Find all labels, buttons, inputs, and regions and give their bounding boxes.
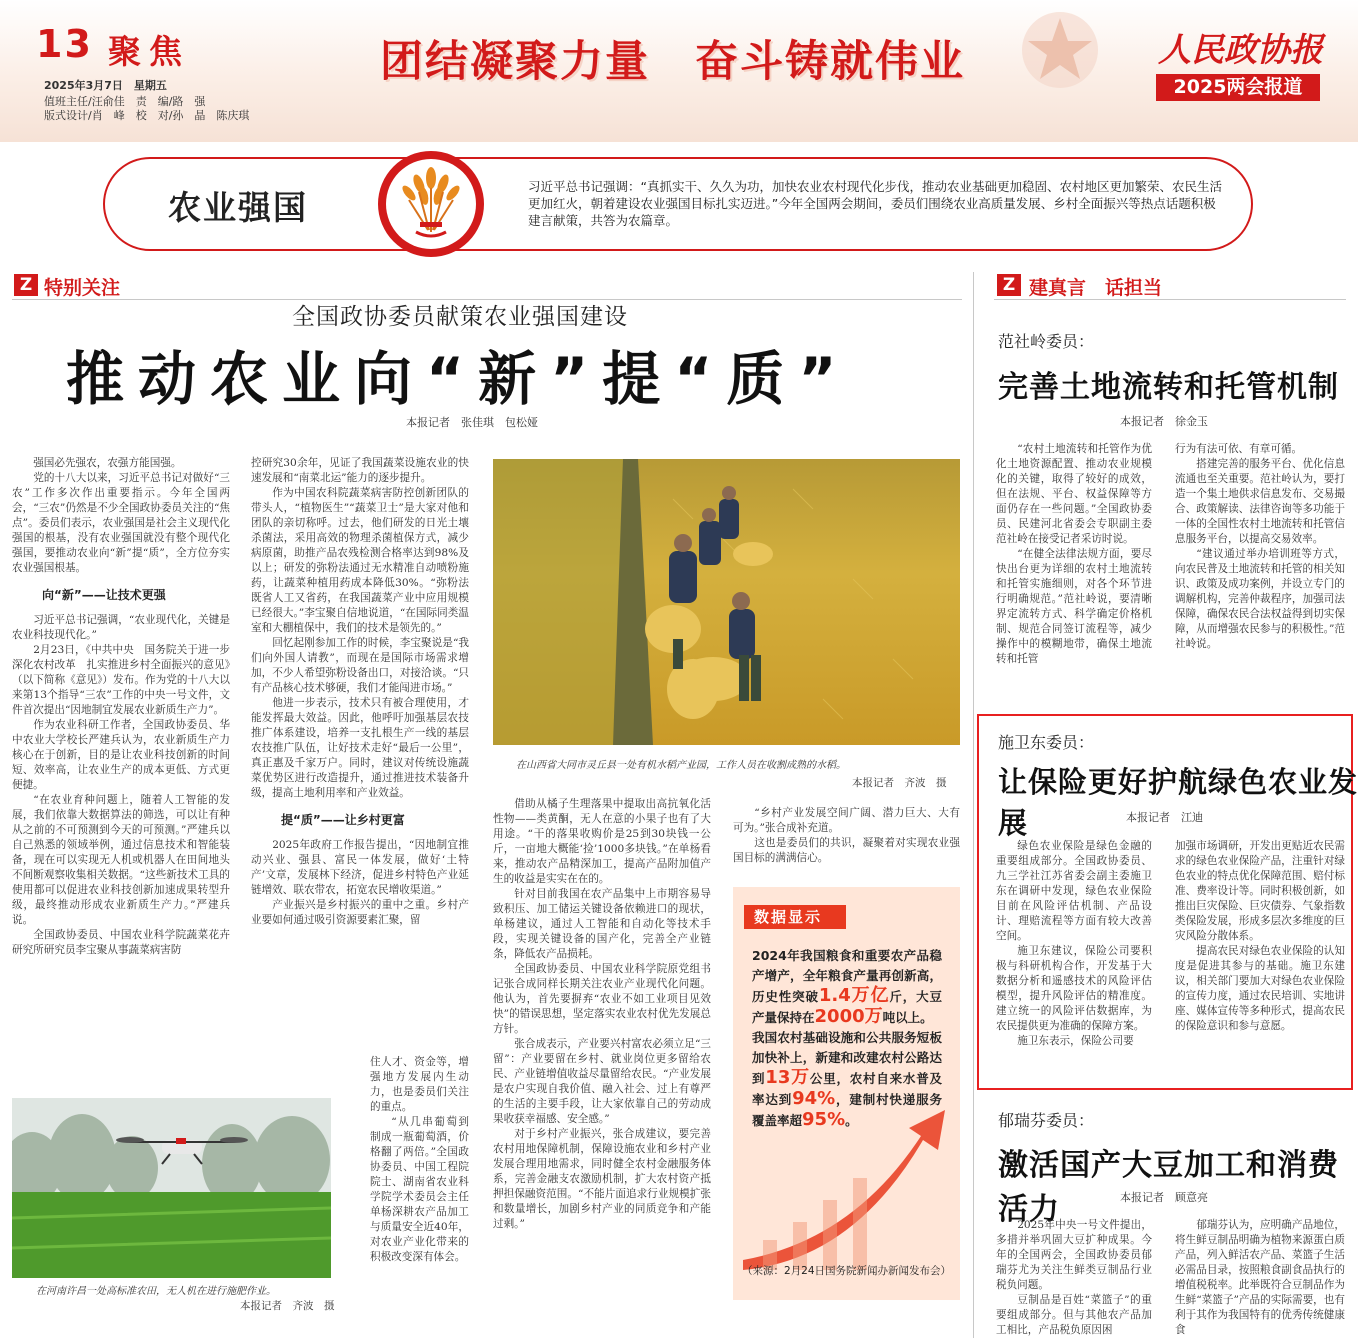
paragraph: 这也是委员们的共识，凝聚着对实现农业强国目标的满满信心。	[733, 837, 960, 864]
paragraph: 全国政协委员、中国农业科学院原党组书记张合成同样长期关注农业产业现代化问题。他认为，首先要摒弃“农业不如工业项目见效快”的错误思想，坚定落实农业农村优先发展总方针。	[493, 963, 711, 1035]
paragraph: 控研究30余年，见证了我国蔬菜设施农业的快速发展和“南菜北运”能力的逐步提升。	[251, 457, 469, 484]
photo-credit: 本报记者 齐波 摄	[852, 777, 947, 789]
paragraph: 提高农民对绿色农业保险的认知度是促进其参与的基础。施卫东建议，相关部门要加大对绿色农业保险的宣传力度，通过农民培训、实地讲座、媒体宣传等多种形式，提高农民的保险意识和参与意愿。	[1175, 945, 1345, 1032]
page-section-title: 聚焦	[108, 32, 190, 71]
paragraph: 加强市场调研，开发出更贴近农民需求的绿色农业保险产品，注重针对绿色农业的特点优化保障范围、赔付标准、费率设计等。同时积极创新，如推出巨灾保险、巨灾债券、气象指数类保险发展，形成多层次多维度的巨灾风险分散体系。	[1175, 840, 1345, 942]
paragraph: 2025年政府工作报告提出，“因地制宜推动兴业、强县、富民一体发展，做好‘土特产’文章，发展林下经济，促进乡村特色产业延链增效、联农带农，拓宽农民增收渠道。”	[251, 839, 469, 896]
article-column	[1175, 442, 1345, 652]
article-headline: 让保险更好护航绿色农业发展	[998, 765, 1358, 840]
article-column	[996, 839, 1152, 1049]
paragraph: 郁瑞芬认为，应明确产品地位，将生鲜豆制品明确为植物来源蛋白质产品，列入鲜活农产品、菜篮子生活必需品目录，按照粮食副食品执行的增值税税率。此举既符合豆制品作为生鲜“菜篮子”产品的实际需要，也有利于其作为我国特有的优秀传统健康食	[1175, 1219, 1345, 1336]
data-source: （来源：2月24日国务院新闻办新闻发布会）	[742, 1265, 952, 1277]
section-label: 特别关注	[44, 277, 121, 299]
photo-caption: 在山西省大同市灵丘县一处有机水稻产业园，工作人员在收割成熟的水稻。	[516, 760, 846, 771]
paragraph: “从几串葡萄到制成一瓶葡萄酒，价格翻了两倍。”全国政协委员、中国工程院院士、湖南省农业科学院学术委员会主任单杨深耕农产品加工与质量安全近40年，对农业产业化带来的积极改变深有体会。	[370, 1116, 469, 1263]
paragraph: 习近平总书记强调，“农业现代化，关键是农业科技现代化。”	[12, 614, 230, 641]
paragraph: “建议通过举办培训班等方式，向农民普及土地流转和托管的相关知识、政策及成功案例，并设立专门的调解机构，完善仲裁程序，加强司法保障，确保农民合法权益得到切实保障，从而增强农民参与的积极性。”范社岭说。	[1175, 548, 1345, 650]
paragraph: 行为有法可依、有章可循。	[1175, 443, 1303, 455]
paragraph: 2月23日，《中共中央 国务院关于进一步深化农村改革 扎实推进乡村全面振兴的意见》（以下简称《意见》）发布。作为党的十八大以来第13个指导“三农”工作的中央一号文件，文件首次提出“因地制宜发展农业新质生产力”。	[12, 644, 230, 716]
data-text: 公里，农村自来水普及率达到	[752, 1071, 942, 1107]
rice-harvest-photo	[493, 459, 960, 745]
section-label: 建真言 话担当	[1029, 277, 1163, 299]
kicker-title: 全国政协委员献策农业强国建设	[292, 304, 628, 330]
article-column	[1175, 1218, 1345, 1338]
z-mark: Z	[997, 274, 1021, 296]
paragraph: “乡村产业发展空间广阔、潜力巨大、大有可为。”张合成补充道。	[733, 807, 960, 834]
data-text: 2024年我国粮食和重要农产品稳产增产，全年粮食产量再创新高，历史性突破	[752, 948, 942, 1004]
divider	[994, 299, 1346, 300]
paragraph: 产业振兴是乡村振兴的重中之重。乡村产业要如何通过吸引资源要素汇聚，留	[251, 899, 469, 926]
paragraph: 借助从橘子生理落果中提取出高抗氧化活性物——类黄酮，无人在意的小果子也有了大用途。“干的落果收购价是25到30块钱一公斤，一亩地大概能‘捡’1000多块钱。”在单杨看来，推动农产品精深加工，提高产品附加值产生的收益是实实在在的。	[493, 798, 711, 885]
star-icon	[1020, 10, 1100, 90]
data-figure: 95%	[802, 1109, 846, 1130]
data-text: 我国农村基础设施和公共服务短板加快补上，新建和改建农村公路达到	[752, 1030, 942, 1086]
photo-credit: 本报记者 齐波 摄	[240, 1300, 335, 1312]
paragraph: 2025年中央一号文件提出，多措并举巩固大豆扩种成果。今年的全国两会，全国政协委员郁瑞芬尤为关注生鲜类豆制品行业税负问题。	[996, 1219, 1152, 1291]
paragraph: 党的十八大以来，习近平总书记对做好“三农”工作多次作出重要指示。今年全国两会，“三农”仍然是不少全国政协委员关注的“焦点”。委员们表示，农业强国是社会主义现代化强国的根基，没有农业强国就没有整个现代化强国，要推动农业向“新”提“质”，全方位夯实农业强国根基。	[12, 472, 230, 574]
subheading: 提“质”——让乡村更富	[281, 813, 405, 827]
subheading: 向“新”——让技术更强	[42, 588, 166, 602]
column-divider	[973, 272, 974, 1338]
member-name: 郁瑞芬委员：	[998, 1111, 1095, 1130]
data-box-title: 数据显示	[744, 905, 846, 929]
data-text: 。	[845, 1113, 858, 1128]
data-figure: 2000万	[814, 1006, 883, 1027]
paragraph: 豆制品是百姓“菜篮子”的重要组成部分。但与其他农产品加工相比，产品税负原因困	[996, 1294, 1152, 1336]
article-column	[1175, 839, 1345, 1034]
member-name: 范社岭委员：	[998, 332, 1095, 351]
article-column-2	[251, 456, 469, 1051]
paragraph: 施卫东建议，保险公司要积极与科研机构合作，开发基于大数据分析和遥感技术的风险评估模型，提升风险评估的精准度。建立统一的风险评估数据库，为农民提供更为准确的保障方案。	[996, 945, 1152, 1032]
article-column-4	[733, 806, 960, 866]
data-figure: 94%	[792, 1088, 836, 1109]
data-text: 斤，大豆产量保持在	[752, 989, 942, 1025]
paragraph: 住人才、资金等，增强地方发展内生动力，也是委员们关注的重点。	[370, 1056, 469, 1113]
data-figure: 1.4万亿	[818, 985, 890, 1006]
article-column	[996, 442, 1152, 667]
paragraph: 张合成表示，产业要兴村富农必须立足“三留”：产业要留在乡村、就业岗位更多留给农民、产业链增值收益尽量留给农民。“产业发展是农户实现自我价值、融入社会、过上有尊严的生活的主要手段，让大家依靠自己的劳动成果收获幸福感、安全感。”	[493, 1038, 711, 1125]
paragraph: 对于乡村产业振兴，张合成建议，要完善农村用地保障机制，保障设施农业和乡村产业发展合理用地需求，同时健全农村金融服务体系，完善金融支农激励机制，扩大农村资产抵押担保融资范围。“不能片面追求行业规模扩张和数量增长，加剧乡村产业的同质竞争和产能过剩。”	[493, 1128, 711, 1230]
data-figure: 13万	[765, 1067, 810, 1088]
member-name: 施卫东委员：	[998, 733, 1095, 752]
paragraph: 作为农业科研工作者，全国政协委员、华中农业大学校长严建兵认为，农业新质生产力核心在于创新，目的是让农业科技创新的时间短、效率高，让农业生产的成本更低、方式更便捷。	[12, 719, 230, 791]
paragraph: 搭建完善的服务平台、优化信息流通也至关重要。范社岭认为，要打造一个集土地供求信息发布、交易撮合、政策解读、法律咨询等多功能于一体的全国性农村土地流转和托管信息服务平台，以提高交易效率。	[1175, 458, 1345, 545]
paragraph: “在农业育种问题上，随着人工智能的发展，我们依靠大数据算法的筛选，可以让有种从之前的不可预测到今天的可预测。”严建兵以自己熟悉的领域举例，通过信息技术和智能装备，现在可以实现无人机或机器人在田间地头不间断观察收集相关数据。“这些新技术工具的使用都可以促进农业科技创新加速成果转型升级，最终推动形成农业新质生产力。”严建兵说。	[12, 794, 230, 926]
article-headline: 激活国产大豆加工和消费活力	[998, 1148, 1339, 1227]
staff-line-2: 版式设计/肖 峰 校 对/孙 晶 陈庆琪	[44, 109, 250, 122]
byline: 本报记者 张佳琪 包松娅	[406, 416, 538, 429]
data-text: ，建制村快递服务覆盖率超	[752, 1092, 942, 1128]
page-number: 13	[36, 22, 93, 66]
paragraph: “农村土地流转和托管作为优化土地资源配置、推动农业规模化的关键，取得了较好的成效，但在法规、平台、权益保障等方面仍存在一些问题。”全国政协委员、民建河北省委会专职副主委范社岭在接受记者采访时说。	[996, 443, 1152, 545]
byline: 本报记者 徐金玉	[1120, 415, 1208, 428]
logo-tag: 2025两会报道	[1156, 74, 1320, 101]
paragraph: 绿色农业保险是绿色金融的重要组成部分。全国政协委员、九三学社江苏省委会副主委施卫东在调研中发现，绿色农业保险目前在风险评估机制、产品设计、理赔流程等方面有较大改善空间。	[996, 840, 1152, 942]
data-box-text	[752, 946, 942, 1131]
article-column-3	[493, 797, 711, 1232]
article-headline: 完善土地流转和托管机制	[998, 370, 1339, 405]
wheat-icon	[394, 166, 468, 242]
data-text: 吨以上。	[882, 1010, 933, 1025]
paragraph: 作为中国农科院蔬菜病害防控创新团队的带头人，“植物医生”“蔬菜卫士”是大家对他和团队的亲切称呼。过去，他们研发的日光土壤杀菌法，采用高效的物理杀菌植保方式，减少病原菌，助推产品农残检测合格率达到98%及以上；研发的弥粉法通过无水精准自动喷粉施药，让蔬菜种植用药成本降低30%。“弥粉法既省人工又省药，在我国蔬菜产业中应用规模已经很大。”李宝聚自信地说道，“在国际同类温室和大棚植保中，我们的技术是领先的。”	[251, 487, 469, 634]
main-headline: 推动农业向“新”提“质”	[66, 345, 851, 413]
banner-text: 习近平总书记强调：“真抓实干、久久为功，加快农业农村现代化步伐，推动农业基础更加稳固、农村地区更加繁荣、农民生活更加红火，朝着建设农业强国目标扎实迈进。”今年全国两会期间，委员们围绕农业高质量发展、乡村全面振兴等热点话题积极建言献策，共答为农篇章。	[528, 179, 1222, 228]
byline: 本报记者 顾意亮	[1120, 1191, 1208, 1204]
paragraph: 全国政协委员、中国农业科学院蔬菜花卉研究所研究员李宝聚从事蔬菜病害防	[12, 929, 230, 956]
paragraph: 强国必先强农，农强方能国强。	[33, 457, 182, 469]
paragraph: “在健全法律法规方面，要尽快出台更为详细的农村土地流转和托管实施细则，对各个环节进行明确规范。”范社岭说，要清晰界定流转方式、科学确定价格机制、规范合同签订流程等，减少操作中的模糊地带，确保土地流转和托管	[996, 548, 1152, 665]
staff-line-1: 值班主任/汪俞佳 责 编/路 强	[44, 95, 206, 108]
photo-caption: 在河南许昌一处高标准农田，无人机在进行施肥作业。	[36, 1286, 276, 1297]
paragraph: 回忆起刚参加工作的时候，李宝聚说是“我们向外国人请教”，而现在是国际市场需求增加，不少人希望弥粉设备出口，对接洽谈。“只有产品核心技术够硬，我们才能闯进市场。”	[251, 637, 469, 694]
slogan: 团结凝聚力量 奋斗铸就伟业	[380, 37, 965, 87]
z-mark: Z	[14, 274, 38, 296]
paragraph: 他进一步表示，技术只有被合理使用，才能发挥最大效益。因此，他呼吁加强基层农技推广体系建设，培养一支扎根生产一线的基层农技推广队伍，让好技术走好“最后一公里”，真正惠及千家万户。同时，建议对传统设施蔬菜优势区进行改造提升，通过推进技术装备升级，提高土地利用率和产业效益。	[251, 697, 469, 799]
paragraph: 施卫东表示，保险公司要	[1017, 1035, 1134, 1047]
article-column	[996, 1218, 1152, 1338]
paragraph: 针对目前我国在农产品集中上市期容易导致积压、加工储运关键设备依赖进口的现状，单杨建议，通过人工智能和自动化等技术手段，实现关键设备的国产化，完善全产业链条，降低农产品损耗。	[493, 888, 711, 960]
byline: 本报记者 江迪	[1126, 811, 1203, 824]
drone-field-photo	[12, 1098, 331, 1278]
issue-date: 2025年3月7日 星期五	[44, 79, 167, 92]
article-column-2-wrap	[370, 1055, 469, 1265]
article-column-1	[12, 456, 230, 958]
newspaper-logo: 人民政协报	[1158, 30, 1323, 69]
banner-title: 农业强国	[168, 188, 308, 227]
